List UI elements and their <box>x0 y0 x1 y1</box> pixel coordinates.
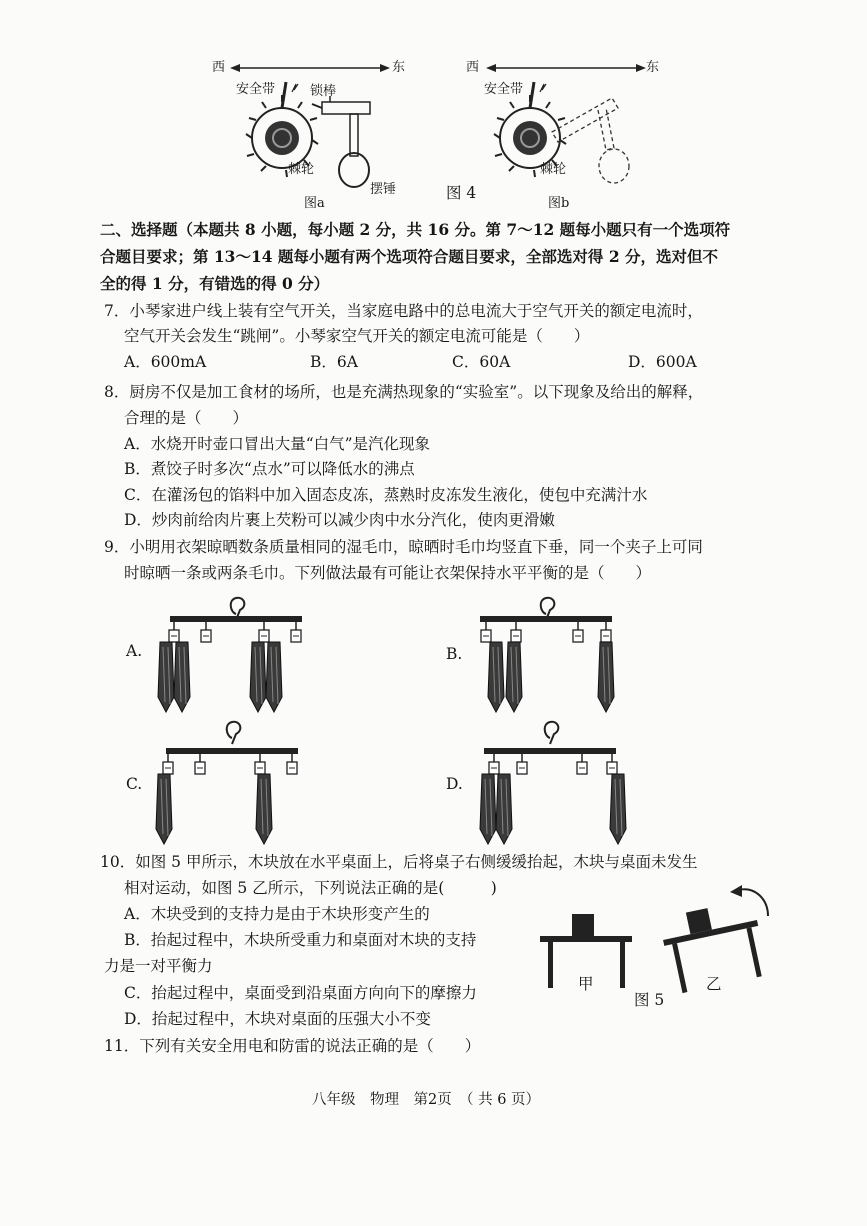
figure-4a-drawing <box>0 0 867 220</box>
fig4a-east-label: 东 <box>392 60 406 75</box>
figure-5-drawing <box>0 880 867 1020</box>
hanger-c <box>156 722 298 844</box>
q7-line2: 空气开关会发生“跳闸”。小琴家空气开关的额定电流可能是（ ） <box>124 327 590 345</box>
section2-line1: 二、选择题（本题共 8 小题，每小题 2 分，共 16 分。第 7～12 题每小题只有一个选项符 <box>100 220 731 239</box>
q7-option-c: C．60A <box>452 353 511 371</box>
q7-option-b: B．6A <box>310 353 358 371</box>
q8-line2: 合理的是（ ） <box>124 409 249 427</box>
fig4b-caption: 图b <box>548 196 570 211</box>
fig4b-belt-label: 安全带 <box>484 82 524 97</box>
fig4a-belt-label: 安全带 <box>236 82 276 97</box>
hanger-b <box>480 598 614 712</box>
hanger-a <box>158 598 302 712</box>
fig4b-ratchet-label: 棘轮 <box>540 162 567 177</box>
fig4a-pendulum-label: 摆锤 <box>370 182 397 197</box>
q9-line2: 时晾晒一条或两条毛巾。下列做法最有可能让衣架保持水平平衡的是（ ） <box>124 564 652 582</box>
q8-option-c: C．在灌汤包的馅料中加入固态皮冻，蒸熟时皮冻发生液化，使包中充满汁水 <box>124 486 648 504</box>
fig5-yi-label: 乙 <box>706 975 722 993</box>
q8-option-d: D．炒肉前给肉片裹上芡粉可以减少肉中水分汽化，使肉更滑嫩 <box>124 511 555 529</box>
q9-option-d-label: D. <box>446 775 463 793</box>
q10-option-b-line2: 力是一对平衡力 <box>104 957 213 975</box>
fig4a-west-label: 西 <box>212 60 226 75</box>
q8-line1: 8．厨房不仅是加工食材的场所，也是充满热现象的“实验室”。以下现象及给出的解释， <box>104 383 704 401</box>
q10-option-b-line1: B．抬起过程中，木块所受重力和桌面对木块的支持 <box>124 931 477 949</box>
q7-option-d: D．600A <box>628 353 697 371</box>
fig4b-east-label: 东 <box>646 60 660 75</box>
q10-option-c: C．抬起过程中，桌面受到沿桌面方向向下的摩擦力 <box>124 984 477 1002</box>
q8-option-b: B．煮饺子时多次“点水”可以降低水的沸点 <box>124 460 415 478</box>
q10-option-a: A．木块受到的支持力是由于木块形变产生的 <box>124 905 430 923</box>
q8-option-a: A．水烧开时壶口冒出大量“白气”是汽化现象 <box>124 435 431 453</box>
q10-line1: 10．如图 5 甲所示，木块放在水平桌面上，后将桌子右侧缓缓抬起，木块与桌面未发生 <box>100 853 698 871</box>
q7-option-a: A．600mA <box>124 353 207 371</box>
fig5-jia-label: 甲 <box>578 975 594 993</box>
section2-line3: 全的得 1 分，有错选的得 0 分） <box>100 274 330 293</box>
fig4a-lock-rod-label: 锁棒 <box>310 84 337 99</box>
fig5-title: 图 5 <box>634 991 665 1009</box>
hanger-d <box>480 722 626 844</box>
q10-line2: 相对运动，如图 5 乙所示，下列说法正确的是( ) <box>124 879 497 897</box>
q11-line1: 11．下列有关安全用电和防雷的说法正确的是（ ） <box>104 1037 481 1055</box>
fig4a-ratchet-label: 棘轮 <box>288 162 315 177</box>
page-footer: 八年级 物理 第2页 （ 共 6 页） <box>312 1092 541 1108</box>
fig4a-caption: 图a <box>304 196 325 211</box>
fig4-title: 图 4 <box>446 184 477 202</box>
q9-option-c-label: C. <box>126 775 143 793</box>
section2-line2: 合题目要求；第 13～14 题每小题有两个选项符合题目要求，全部选对得 2 分，选对但不 <box>100 247 719 266</box>
q9-line1: 9．小明用衣架晾晒数条质量相同的湿毛巾，晾晒时毛巾均竖直下垂，同一个夹子上可同 <box>104 538 703 556</box>
q10-option-d: D．抬起过程中，木块对桌面的压强大小不变 <box>124 1010 431 1028</box>
q9-option-a-label: A. <box>126 642 143 660</box>
fig4b-west-label: 西 <box>466 60 480 75</box>
q9-option-b-label: B. <box>446 645 463 663</box>
q7-line1: 7．小琴家进户线上装有空气开关，当家庭电路中的总电流大于空气开关的额定电流时， <box>104 302 703 320</box>
